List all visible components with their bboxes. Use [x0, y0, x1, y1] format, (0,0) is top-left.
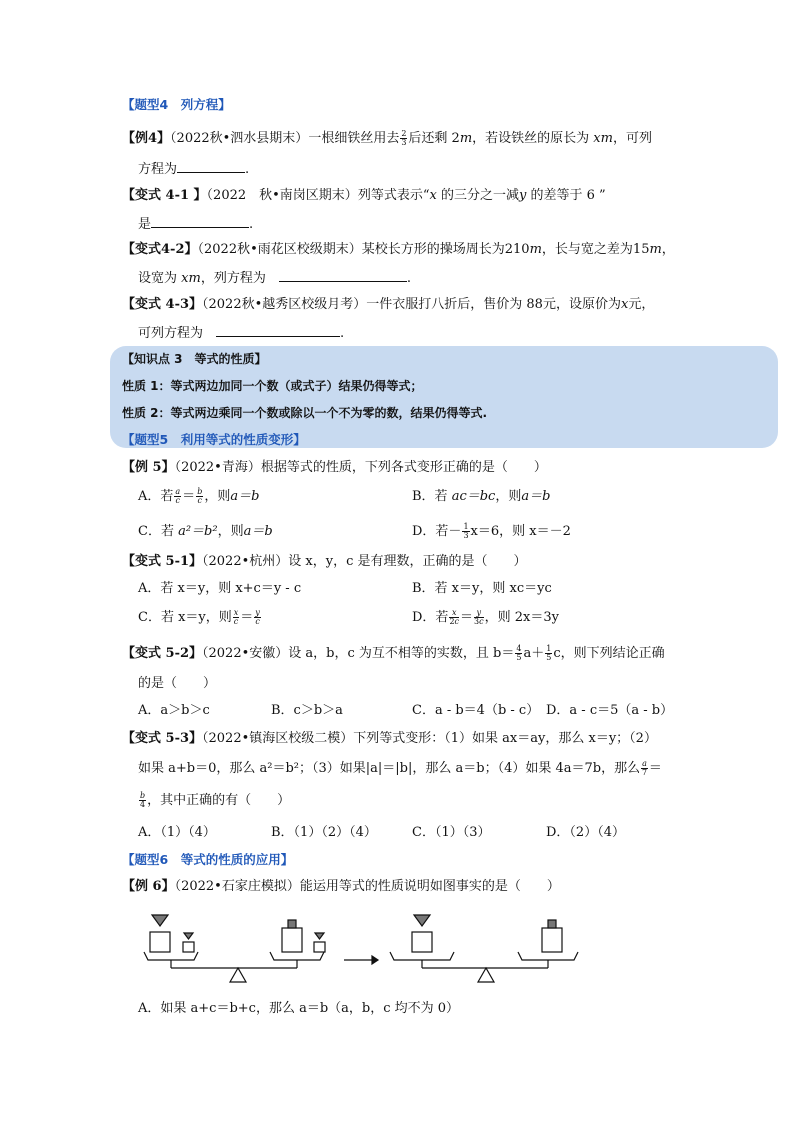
example5-option-c: C．若 a²＝b²，则a＝b: [138, 524, 273, 539]
variant5-3-option-d: D．（2）（4）: [546, 825, 625, 840]
variant5-2-option-c: C．a - b＝4（b - c）: [412, 703, 540, 718]
variant5-3-option-c: C．（1）（3）: [412, 825, 491, 840]
example6-option-a: A．如果 a+c＝b+c，那么 a＝b（a，b，c 均不为 0）: [138, 1001, 460, 1016]
variant4-3-line1: 【变式 4-3】（2022秋•越秀区校级月考）一件衣服打八折后，售价为 88元，设原价为x元，: [122, 297, 655, 312]
answer-blank: [279, 268, 407, 282]
left-balance: [144, 915, 325, 982]
example5-option-d: D．若－ $\frac{1}{3}$ x＝6，则 x＝－2: [412, 522, 571, 540]
variant5-3-line1: 【变式 5-3】（2022•镇海区校级二模）下列等式变形：（1）如果 ax＝ay，那么 x＝y；（2）: [122, 731, 657, 746]
variant5-3-option-a: A．（1）（4）: [138, 825, 216, 840]
example4-line1: 【例4】（2022秋•泗水县期末）一根细铁丝用去 $\frac{2}{3}$ 后还剩 2m，若设铁丝的原长为 xm，可列: [122, 129, 652, 147]
variant5-1-stem: 【变式 5-1】（2022•杭州）设 x，y，c 是有理数，正确的是（ ）: [122, 554, 527, 569]
balance-scale-figure: [138, 904, 678, 990]
variant5-3-line2: 如果 a+b＝0，那么 a²＝b²；（3）如果|a|＝|b|，那么 a＝b；（4）如果 4a＝7b，那么 $\frac{a}{7}$ ＝: [138, 759, 662, 777]
section-title-type6: 【题型6 等式的性质的应用】: [122, 852, 294, 867]
property-1: 性质 1：等式两边加同一个数（或式子）结果仍得等式；: [122, 379, 423, 393]
fraction-two-thirds: $\frac{2}{3}$: [401, 129, 407, 147]
variant5-1-option-b: B．若 x＝y，则 xc＝yc: [412, 581, 552, 596]
variant5-1-option-c: C．若 x＝y，则 $\frac{x}{c}$ ＝ $\frac{y}{c}$: [138, 608, 260, 626]
variant4-3-line2: 可列方程为 .: [138, 323, 344, 343]
answer-blank: [216, 323, 340, 337]
variant5-2-line1: 【变式 5-2】（2022•安徽）设 a，b，c 为互不相等的实数，且 b＝ $\frac{4}{5}$ a＋ $\frac{1}{5}$ c，则下列结论正确: [122, 644, 665, 662]
example4-tag: 【例4】: [122, 131, 171, 146]
variant5-2-line2: 的是（ ）: [138, 676, 217, 691]
example5-option-b: B．若 ac＝bc，则a＝b: [412, 489, 551, 504]
answer-blank: [177, 159, 245, 173]
answer-blank: [151, 214, 249, 228]
variant4-1-line1: 【变式 4-1 】（2022 秋•南岗区期末）列等式表示“x 的三分之一减y 的差等于 6 ”: [122, 188, 606, 203]
variant5-2-option-d: D．a - c＝5（a - b）: [546, 703, 674, 718]
section-title-type5: 【题型5 利用等式的性质变形】: [122, 432, 306, 447]
variant5-2-option-b: B．c＞b＞a: [271, 703, 343, 718]
variant5-3-option-b: B．（1）（2）（4）: [271, 825, 377, 840]
knowledge-title: 【知识点 3 等式的性质】: [122, 352, 267, 366]
variant4-2-line1: 【变式4-2】（2022秋•雨花区校级期末）某校长方形的操场周长为210m，长与宽之差为15m，: [122, 242, 675, 257]
variant5-3-line3: $\frac{b}{4}$ ，其中正确的有（ ）: [140, 791, 291, 809]
variant5-1-option-d: D．若 $\frac{x}{2c}$ ＝ $\frac{y}{3c}$ ，则 2x＝3y: [412, 608, 559, 626]
variant5-2-option-a: A．a＞b＞c: [138, 703, 210, 718]
example4-line2: 方程为 .: [138, 159, 249, 179]
example5-stem: 【例 5】（2022•青海）根据等式的性质，下列各式变形正确的是（ ）: [122, 460, 547, 475]
property-2: 性质 2：等式两边乘同一个数或除以一个不为零的数，结果仍得等式.: [122, 406, 488, 420]
right-balance: [390, 915, 578, 982]
example6-stem: 【例 6】（2022•石家庄模拟）能运用等式的性质说明如图事实的是（ ）: [122, 879, 560, 894]
section-title-type4: 【题型4 列方程】: [122, 97, 231, 112]
variant4-1-line2: 是 .: [138, 214, 253, 234]
variant4-2-line2: 设宽为 xm，列方程为 .: [138, 268, 411, 288]
variant5-1-option-a: A．若 x＝y，则 x+c＝y - c: [138, 581, 302, 596]
example5-option-a: A．若 $\frac{a}{c}$ ＝ $\frac{b}{c}$ ，则a＝b: [138, 487, 260, 505]
